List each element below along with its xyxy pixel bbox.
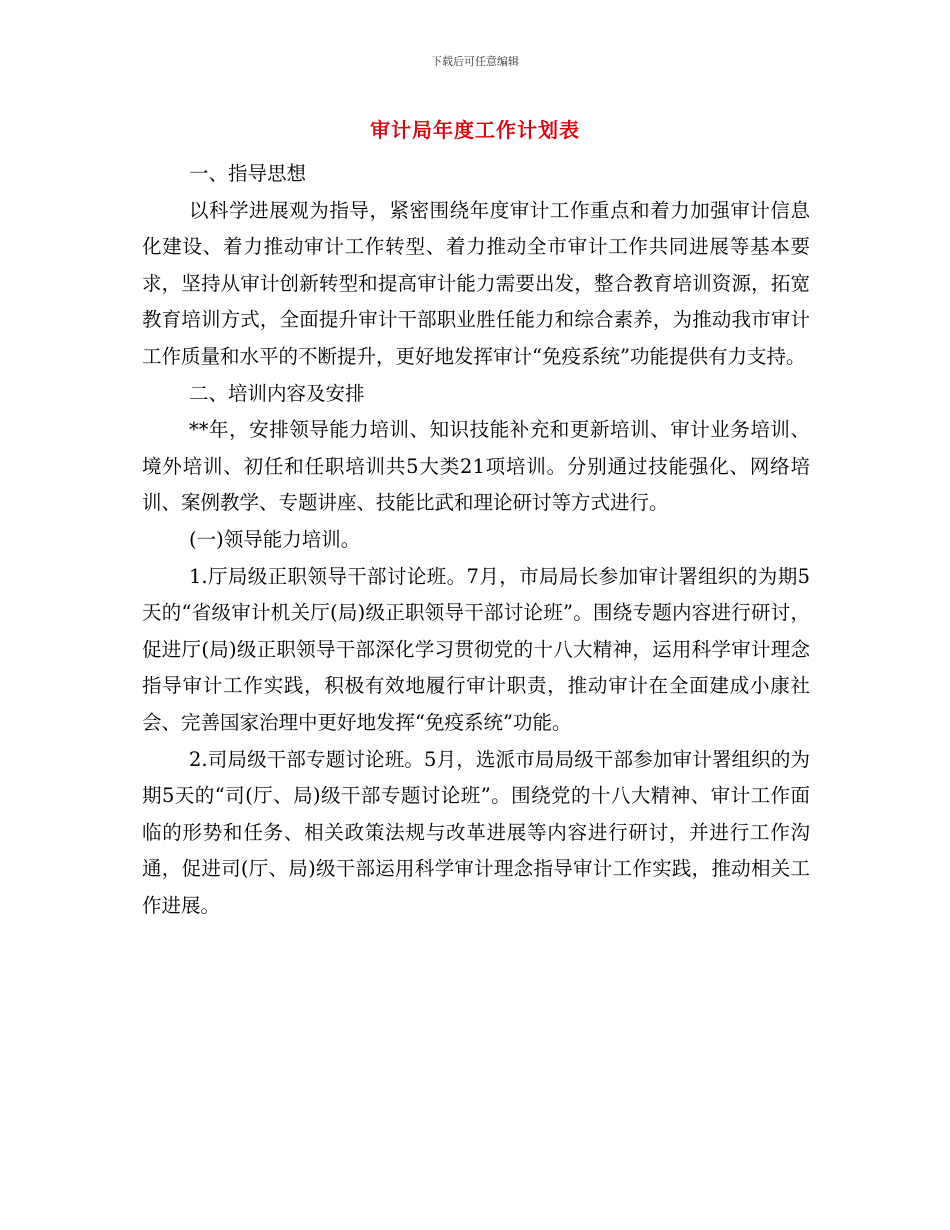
document-title: 审计局年度工作计划表: [370, 118, 580, 142]
paragraph: 一、指导思想: [189, 162, 307, 185]
paragraph: 以科学进展观为指导，紧密围绕年度审计工作重点和着力加强审计信息化建设、着力推动审计工作转型、着力推动全市审计工作共同进展等基本要求，坚持从审计创新转型和提高审计能力需要出发，整合教育培训资源，拓宽教育培训方式，全面提升审计干部职业胜任能力和综合素养，为推动我市审计工作质量和水平的不断提升，更好地发挥审计“免疫系统”功能提供有力支持。: [142, 198, 810, 368]
paragraph: (一)领导能力培训。: [189, 527, 361, 551]
paragraph: **年，安排领导能力培训、知识技能补充和更新培训、审计业务培训、境外培训、初任和任职培训共5大类21项培训。分别通过技能强化、网络培训、案例教学、专题讲座、技能比武和理论研讨等方式进行。: [142, 418, 810, 515]
header-note: 下载后可任意编辑: [431, 55, 519, 68]
paragraph: 二、培训内容及安排: [189, 381, 365, 405]
paragraph: 2.司局级干部专题讨论班。5月，选派市局局级干部参加审计署组织的为期5天的“司(厅、局)级干部专题讨论班”。围绕党的十八大精神、审计工作面临的形势和任务、相关政策法规与改革进展等内容进行研讨，并进行工作沟通，促进司(厅、局)级干部运用科学审计理念指导审计工作实践，推动相关工作进展。: [142, 747, 810, 917]
document-body: [142, 156, 810, 924]
paragraph: 1.厅局级正职领导干部讨论班。7月，市局局长参加审计署组织的为期5天的“省级审计机关厅(局)级正职领导干部讨论班”。围绕专题内容进行研讨，促进厅(局)级正职领导干部深化学习贯彻党的十八大精神，运用科学审计理念指导审计工作实践，积极有效地履行审计职责，推动审计在全面建成小康社会、完善国家治理中更好地发挥“免疫系统”功能。: [142, 564, 810, 734]
